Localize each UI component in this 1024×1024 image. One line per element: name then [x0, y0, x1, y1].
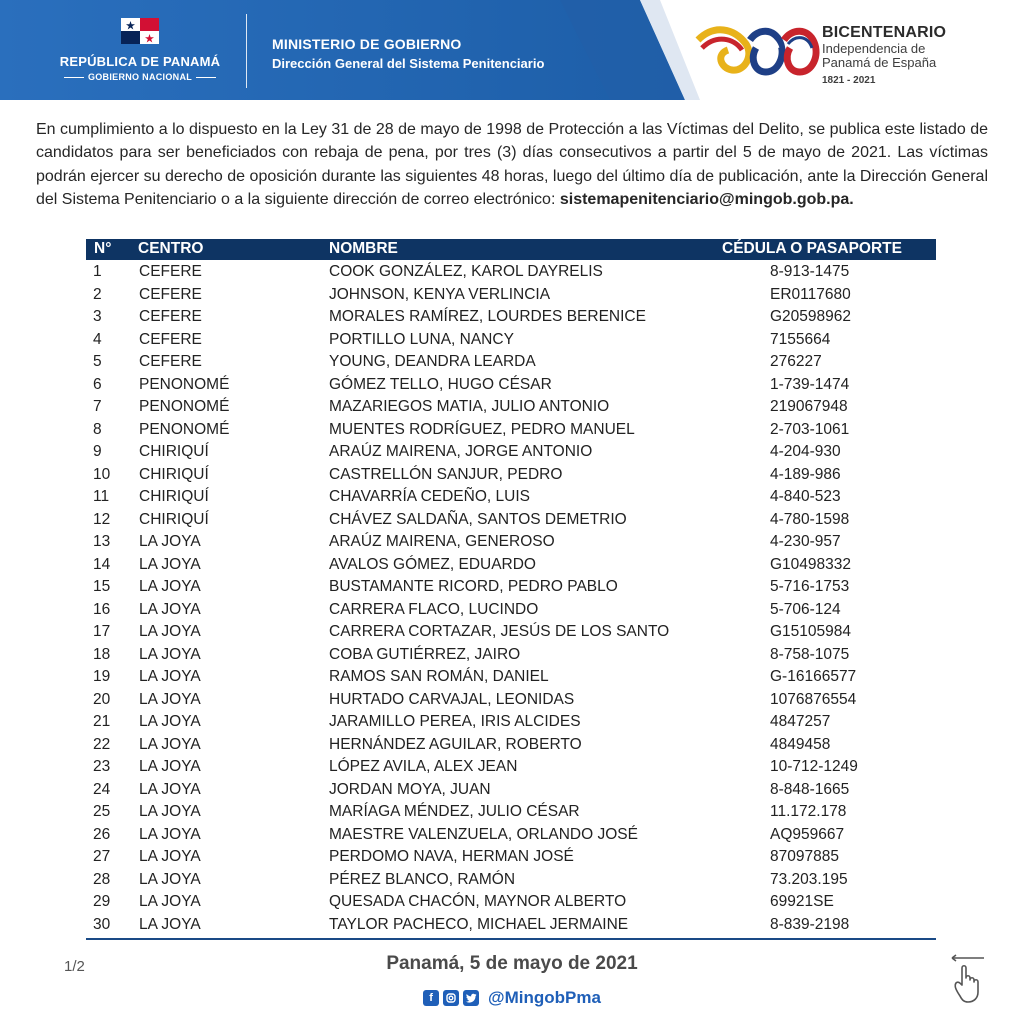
row-number: 8 [93, 420, 102, 438]
table-header [86, 239, 936, 260]
row-id: 8-839-2198 [770, 915, 850, 933]
row-id: G15105984 [770, 623, 852, 640]
table-row [86, 464, 936, 487]
row-number: 25 [93, 803, 111, 820]
row-name: TAYLOR PACHECO, MICHAEL JERMAINE [329, 915, 629, 933]
row-number: 28 [93, 870, 111, 888]
row-name: QUESADA CHACÓN, MAYNOR ALBERTO [329, 893, 627, 910]
table-row [86, 644, 936, 667]
row-center: LA JOYA [139, 555, 201, 573]
table-row [86, 734, 936, 757]
row-number: 13 [93, 533, 111, 550]
row-number: 11 [93, 488, 110, 505]
row-name: AVALOS GÓMEZ, EDUARDO [329, 555, 536, 573]
row-id: G20598962 [770, 308, 852, 325]
row-name: JARAMILLO PEREA, IRIS ALCIDES [329, 713, 581, 730]
table-row [86, 891, 936, 914]
row-number: 29 [93, 893, 111, 910]
row-name: MORALES RAMÍREZ, LOURDES BERENICE [329, 308, 646, 325]
swipe-hand-icon [946, 950, 990, 1006]
table-row [86, 374, 936, 397]
table-row [86, 441, 936, 464]
row-center: CEFERE [139, 353, 202, 370]
bicentennial-years: 1821 - 2021 [822, 75, 876, 86]
row-name: YOUNG, DEANDRA LEARDA [329, 353, 536, 370]
row-name: CHÁVEZ SALDAÑA, SANTOS DEMETRIO [329, 510, 627, 528]
row-number: 23 [93, 758, 111, 775]
row-id: G-16166577 [770, 668, 857, 685]
row-center: CEFERE [139, 263, 202, 280]
row-name: MUENTES RODRÍGUEZ, PEDRO MANUEL [329, 420, 635, 438]
row-number: 6 [93, 375, 102, 393]
row-center: CHIRIQUÍ [139, 465, 209, 483]
row-name: CASTRELLÓN SANJUR, PEDRO [329, 465, 563, 483]
row-name: ARAÚZ MAIRENA, JORGE ANTONIO [329, 443, 593, 460]
bicentennial-line-2: Panamá de España [822, 55, 937, 70]
row-center: LA JOYA [139, 600, 201, 618]
row-name: HERNÁNDEZ AGUILAR, ROBERTO [329, 735, 582, 753]
row-name: PÉREZ BLANCO, RAMÓN [329, 870, 516, 888]
publication-date: Panamá, 5 de mayo de 2021 [386, 953, 638, 974]
row-id: 5-706-124 [770, 600, 841, 618]
row-name: PORTILLO LUNA, NANCY [329, 330, 514, 348]
row-id: 4-230-957 [770, 533, 841, 550]
row-id: 69921SE [770, 893, 834, 910]
row-name: MARÍAGA MÉNDEZ, JULIO CÉSAR [329, 803, 580, 820]
row-number: 7 [93, 398, 102, 415]
row-id: 1076876554 [770, 690, 857, 708]
row-id: G10498332 [770, 555, 852, 573]
table-row [86, 689, 936, 712]
row-id: ER0117680 [770, 285, 851, 303]
table-row [86, 824, 936, 847]
row-number: 12 [93, 510, 111, 528]
row-center: CHIRIQUÍ [139, 443, 209, 460]
row-id: 276227 [770, 353, 822, 370]
government-subtitle: GOBIERNO NACIONAL [87, 72, 193, 82]
row-number: 2 [93, 285, 102, 303]
header-number: N° [94, 240, 112, 257]
row-id: 4-840-523 [770, 488, 841, 505]
row-number: 5 [93, 353, 102, 370]
header-center: CENTRO [138, 240, 204, 257]
row-id: 87097885 [770, 848, 839, 865]
table-row [86, 531, 936, 554]
table-body [86, 261, 936, 936]
row-id: 8-913-1475 [770, 263, 850, 280]
row-center: LA JOYA [139, 713, 201, 730]
contact-email[interactable]: sistemapenitenciario@mingob.gob.pa. [559, 191, 854, 209]
row-number: 17 [93, 623, 111, 640]
row-center: LA JOYA [139, 668, 201, 685]
row-center: LA JOYA [139, 645, 201, 663]
row-id: 8-848-1665 [770, 780, 850, 798]
ministry-subtitle: Dirección General del Sistema Penitenciario [272, 56, 545, 71]
row-center: LA JOYA [139, 870, 201, 888]
row-number: 1 [93, 263, 102, 280]
row-id: 7155664 [770, 330, 831, 348]
row-id: 4-780-1598 [770, 510, 850, 528]
bicentennial-title: BICENTENARIO [822, 24, 947, 41]
row-id: 1-739-1474 [770, 375, 850, 393]
row-center: PENONOMÉ [139, 420, 230, 438]
bicentennial-brand [690, 14, 1024, 94]
table-row [86, 801, 936, 824]
row-name: COBA GUTIÉRREZ, JAIRO [329, 645, 521, 663]
intro-paragraph [36, 118, 988, 212]
row-center: LA JOYA [139, 735, 201, 753]
row-center: PENONOMÉ [139, 398, 230, 415]
row-id: 4847257 [770, 713, 831, 730]
table-row [86, 756, 936, 779]
government-title: REPÚBLICA DE PANAMÁ [59, 54, 221, 69]
row-id: 10-712-1249 [770, 758, 858, 775]
table-row [86, 666, 936, 689]
table-row [86, 284, 936, 307]
row-name: LÓPEZ AVILA, ALEX JEAN [329, 758, 518, 775]
row-id: 8-758-1075 [770, 645, 850, 663]
ministry-block [272, 36, 544, 71]
row-number: 24 [93, 780, 111, 798]
row-id: 2-703-1061 [770, 420, 850, 438]
row-name: JORDAN MOYA, JUAN [329, 780, 491, 798]
row-id: AQ959667 [770, 825, 845, 843]
table-row [86, 306, 936, 329]
row-name: COOK GONZÁLEZ, KAROL DAYRELIS [329, 263, 603, 280]
table-row [86, 914, 936, 937]
row-name: CARRERA FLACO, LUCINDO [329, 600, 539, 618]
row-number: 15 [93, 578, 111, 595]
row-number: 22 [93, 735, 111, 753]
panama-flag-icon [121, 18, 159, 44]
social-handle[interactable]: @MingobPma [488, 988, 601, 1007]
twitter-icon[interactable] [463, 990, 479, 1006]
row-number: 4 [93, 330, 102, 348]
table-row [86, 509, 936, 532]
table-row [86, 419, 936, 442]
social-links [0, 988, 1024, 1008]
row-name: PERDOMO NAVA, HERMAN JOSÉ [329, 848, 574, 865]
row-number: 16 [93, 600, 111, 618]
page-number: 1/2 [64, 958, 85, 975]
table-row [86, 711, 936, 734]
row-number: 14 [93, 555, 111, 573]
government-brand [40, 18, 240, 82]
intro-text: En cumplimiento a lo dispuesto en la Ley 31 de 28 de mayo de 1998 de Protección a las Víctimas del Delito, se publica este listado de candidatos para ser beneficiados con rebaja de pena, por tres (3) días consecutivos a partir del 5 de mayo de 2021. Las víctimas podrán ejercer su derecho de oposición durante las siguientes 48 horas, luego del último día de publicación, ante la Dirección General del Sistema Penitenciario o a la siguiente dirección de correo electrónico: [36, 121, 988, 209]
row-id: 4849458 [770, 735, 831, 753]
row-name: BUSTAMANTE RICORD, PEDRO PABLO [329, 578, 618, 595]
table-row [86, 621, 936, 644]
row-center: LA JOYA [139, 780, 201, 798]
row-name: MAZARIEGOS MATIA, JULIO ANTONIO [329, 398, 610, 415]
row-center: LA JOYA [139, 825, 201, 843]
row-id: 4-204-930 [770, 443, 841, 460]
row-name: CHAVARRÍA CEDEÑO, LUIS [329, 488, 530, 505]
table-row [86, 869, 936, 892]
row-center: CEFERE [139, 330, 202, 348]
row-number: 18 [93, 645, 111, 663]
bicentennial-line-1: Independencia de [822, 41, 926, 56]
row-name: ARAÚZ MAIRENA, GENEROSO [329, 533, 555, 550]
row-number: 30 [93, 915, 111, 933]
table-row [86, 846, 936, 869]
row-name: HURTADO CARVAJAL, LEONIDAS [329, 690, 575, 708]
header-id: CÉDULA O PASAPORTE [722, 240, 902, 257]
row-center: CHIRIQUÍ [139, 510, 209, 528]
row-number: 21 [93, 713, 111, 730]
row-id: 73.203.195 [770, 870, 848, 888]
row-id: 5-716-1753 [770, 578, 850, 595]
row-number: 27 [93, 848, 111, 865]
row-center: CEFERE [139, 285, 202, 303]
table-row [86, 351, 936, 374]
row-number: 3 [93, 308, 102, 325]
table-row [86, 779, 936, 802]
row-center: LA JOYA [139, 533, 201, 550]
table-row [86, 599, 936, 622]
header-name: NOMBRE [329, 240, 398, 257]
table-row [86, 486, 936, 509]
row-center: LA JOYA [139, 758, 201, 775]
row-name: GÓMEZ TELLO, HUGO CÉSAR [329, 375, 552, 393]
row-number: 10 [93, 465, 111, 483]
row-number: 26 [93, 825, 111, 843]
row-id: 4-189-986 [770, 465, 841, 483]
row-name: JOHNSON, KENYA VERLINCIA [329, 285, 551, 303]
table-row [86, 396, 936, 419]
row-center: CEFERE [139, 308, 202, 325]
row-id: 11.172.178 [770, 803, 847, 820]
row-center: LA JOYA [139, 623, 201, 640]
row-center: LA JOYA [139, 848, 201, 865]
row-number: 20 [93, 690, 111, 708]
row-center: PENONOMÉ [139, 375, 230, 393]
table-row [86, 261, 936, 284]
row-number: 19 [93, 668, 111, 685]
table-row [86, 329, 936, 352]
instagram-icon[interactable] [443, 990, 459, 1006]
row-center: LA JOYA [139, 803, 201, 820]
bicentennial-logo-icon [694, 18, 822, 88]
row-center: CHIRIQUÍ [139, 488, 209, 505]
table-bottom-rule [86, 938, 936, 940]
row-center: LA JOYA [139, 578, 201, 595]
ministry-title: MINISTERIO DE GOBIERNO [272, 36, 462, 52]
row-center: LA JOYA [139, 893, 201, 910]
facebook-icon[interactable]: f [423, 990, 439, 1006]
table-row [86, 554, 936, 577]
row-id: 219067948 [770, 398, 848, 415]
row-center: LA JOYA [139, 915, 201, 933]
header-divider [246, 14, 247, 88]
table-row [86, 576, 936, 599]
row-number: 9 [93, 443, 102, 460]
page-header [0, 0, 1024, 100]
row-name: MAESTRE VALENZUELA, ORLANDO JOSÉ [329, 825, 638, 843]
row-center: LA JOYA [139, 690, 201, 708]
row-name: RAMOS SAN ROMÁN, DANIEL [329, 668, 549, 685]
row-name: CARRERA CORTAZAR, JESÚS DE LOS SANTO [329, 623, 670, 640]
